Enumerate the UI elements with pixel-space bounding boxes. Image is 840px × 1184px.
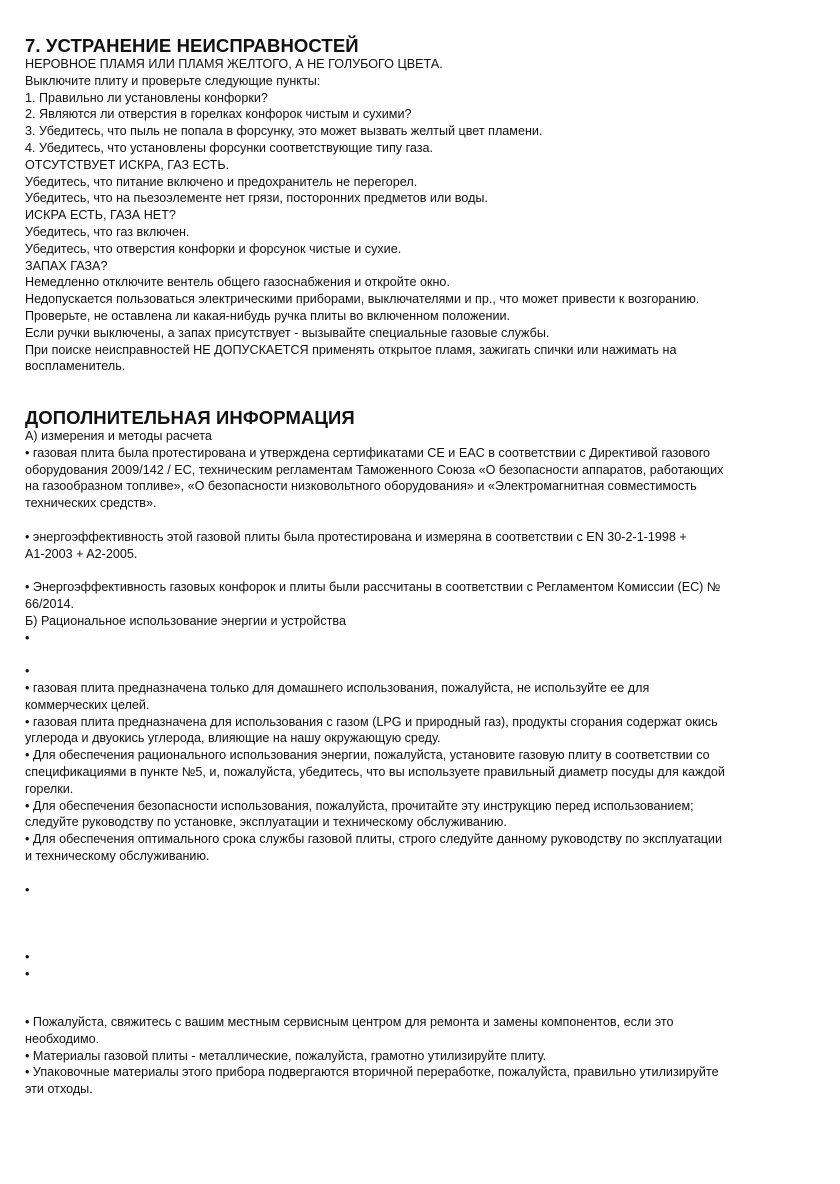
text-line: • Энергоэффективность газовых конфорок и плиты были рассчитаны в соответствии с Регламентом Комиссии (EC) № bbox=[25, 580, 721, 595]
additional-info-section bbox=[25, 408, 815, 982]
check-item: 4. Убедитесь, что установлены форсунки соответствующие типу газа. bbox=[25, 140, 434, 155]
additional-info-body bbox=[25, 428, 815, 982]
text-line: • газовая плита предназначена для использования с газом (LPG и природный газ), продукты сгорания содержат окись bbox=[25, 714, 718, 729]
text-line: • Пожалуйста, свяжитесь с вашим местным сервисным центром для ремонта и замены компонентов, если это bbox=[25, 1015, 674, 1029]
problem-heading-gas-smell: ЗАПАХ ГАЗА? bbox=[25, 258, 108, 273]
text-line: Убедитесь, что на пьезоэлементе нет грязи, посторонних предметов или воды. bbox=[25, 191, 488, 206]
problem-heading-no-spark: ОТСУТСТВУЕТ ИСКРА, ГАЗ ЕСТЬ. bbox=[25, 157, 230, 172]
text-line: эти отходы. bbox=[25, 1082, 93, 1097]
check-item: 1. Правильно ли установлены конфорки? bbox=[25, 90, 268, 105]
text-line: на газообразном топливе», «О безопасности низковольтного оборудования» и «Электромагнитная совместимость bbox=[25, 479, 697, 494]
text-line: необходимо. bbox=[25, 1031, 100, 1046]
text-line: Проверьте, не оставлена ли какая-нибудь ручка плиты во включенном положении. bbox=[25, 308, 511, 323]
check-item: 3. Убедитесь, что пыль не попала в форсунку, это может вызвать желтый цвет пламени. bbox=[25, 124, 543, 139]
text-line: При поиске неисправностей НЕ ДОПУСКАЕТСЯ применять открытое пламя, зажигать спички или нажимать на bbox=[25, 342, 677, 357]
empty-bullet: • bbox=[25, 630, 30, 645]
subsection-heading: А) измерения и методы расчета bbox=[25, 429, 212, 443]
empty-bullet: • bbox=[25, 882, 30, 897]
spacer bbox=[25, 562, 815, 579]
text-line: воспламенитель. bbox=[25, 359, 126, 374]
text-line: Если ручки выключены, а запах присутствует - вызывайте специальные газовые службы. bbox=[25, 325, 550, 340]
text-line: Недопускается пользоваться электрическими приборами, выключателями и пр., что может привести к возгоранию. bbox=[25, 292, 700, 307]
text-line: • Упаковочные материалы этого прибора подвергаются вторичной переработке, пожалуйста, правильно утилизируйте bbox=[25, 1065, 719, 1080]
text-line: Немедленно отключите вентель общего газоснабжения и откройте окно. bbox=[25, 275, 450, 290]
troubleshooting-section bbox=[25, 36, 815, 375]
text-line: Убедитесь, что питание включено и предохранитель не перегорел. bbox=[25, 174, 418, 189]
text-line: горелки. bbox=[25, 781, 74, 796]
additional-info-title: ДОПОЛНИТЕЛЬНАЯ ИНФОРМАЦИЯ bbox=[25, 407, 355, 428]
problem-heading-no-gas: ИСКРА ЕСТЬ, ГАЗА НЕТ? bbox=[25, 208, 176, 223]
spacer bbox=[25, 898, 815, 915]
spacer bbox=[25, 512, 815, 529]
check-item: 2. Являются ли отверстия в горелках конфорок чистым и сухими? bbox=[25, 107, 412, 122]
text-line: оборудования 2009/142 / EC, техническим регламентам Таможенного Союза «О безопасности аппаратов, работающих bbox=[25, 462, 724, 477]
text-line: • Для обеспечения рационального использования энергии, пожалуйста, установите газовую плиту в соответствии со bbox=[25, 748, 710, 763]
spacer bbox=[25, 932, 815, 949]
text-line: спецификациями в пункте №5, и, пожалуйста, убедитесь, что вы используете правильный диаметр посуды для каждой bbox=[25, 764, 725, 779]
subsection-heading: Б) Рациональное использование энергии и устройства bbox=[25, 613, 346, 628]
spacer bbox=[25, 646, 815, 663]
empty-bullet: • bbox=[25, 966, 30, 981]
text-line: • энергоэффективность этой газовой плиты была протестирована и измеряна в соответствии с EN 30-2-1-1998 + bbox=[25, 529, 687, 544]
disposal-section bbox=[25, 1014, 815, 1098]
text-line: • газовая плита предназначена только для домашнего использования, пожалуйста, не используйте ее для bbox=[25, 680, 650, 695]
text-line: • газовая плита была протестирована и утверждена сертификатами CE и EAC в соответствии с Директивой газового bbox=[25, 445, 711, 460]
spacer bbox=[25, 865, 815, 882]
text-line: технических средств». bbox=[25, 496, 157, 511]
empty-bullet: • bbox=[25, 949, 30, 964]
troubleshooting-title: 7. УСТРАНЕНИЕ НЕИСПРАВНОСТЕЙ bbox=[25, 35, 359, 56]
problem-heading-flame: НЕРОВНОЕ ПЛАМЯ ИЛИ ПЛАМЯ ЖЕЛТОГО, А НЕ ГОЛУБОГО ЦВЕТА. bbox=[25, 57, 443, 71]
text-line: Выключите плиту и проверьте следующие пункты: bbox=[25, 73, 321, 88]
text-line: и техническому обслуживанию. bbox=[25, 848, 210, 863]
troubleshooting-body bbox=[25, 56, 815, 375]
text-line: Убедитесь, что отверстия конфорки и форсунок чистые и сухие. bbox=[25, 241, 402, 256]
text-line: следуйте руководству по установке, эксплуатации и техническому обслуживанию. bbox=[25, 815, 507, 830]
text-line: Убедитесь, что газ включен. bbox=[25, 224, 190, 239]
empty-bullet: • bbox=[25, 664, 30, 679]
text-line: 66/2014. bbox=[25, 596, 75, 611]
text-line: A1-2003 + A2-2005. bbox=[25, 546, 138, 561]
text-line: углерода и двуокись углерода, влияющие на нашу окружающую среду. bbox=[25, 731, 441, 746]
text-line: • Для обеспечения безопасности использования, пожалуйста, прочитайте эту инструкцию перед использованием; bbox=[25, 798, 694, 813]
text-line: • Для обеспечения оптимального срока службы газовой плиты, строго следуйте данному руководству по эксплуатации bbox=[25, 832, 722, 847]
text-line: коммерческих целей. bbox=[25, 697, 150, 712]
spacer bbox=[25, 915, 815, 932]
text-line: • Материалы газовой плиты - металлические, пожалуйста, грамотно утилизируйте плиту. bbox=[25, 1048, 547, 1063]
